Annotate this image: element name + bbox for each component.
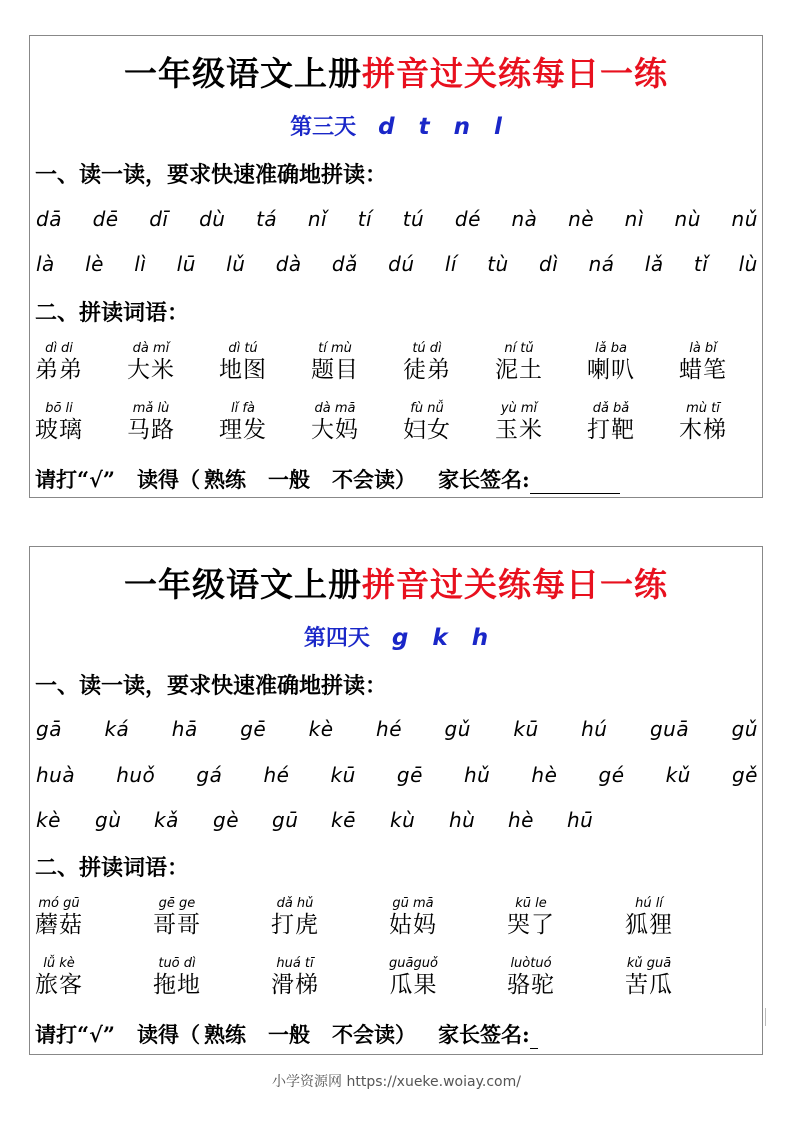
- word-hanzi: 瓜果: [389, 972, 438, 998]
- word-pinyin: dǎ bǎ: [592, 401, 630, 416]
- syllable: lū: [176, 252, 196, 276]
- syllable: nè: [568, 207, 595, 231]
- syllable: hā: [171, 717, 198, 741]
- word-pinyin: gū mā: [392, 896, 434, 911]
- signature-line[interactable]: [530, 473, 620, 494]
- syllable: gē: [240, 717, 267, 741]
- word-item: [403, 342, 451, 384]
- syllable: gé: [598, 763, 625, 787]
- word-pinyin: dì di: [45, 341, 73, 356]
- syllable: hé: [263, 763, 290, 787]
- day-label: 第三天: [290, 114, 357, 140]
- day-label: 第四天: [303, 625, 370, 651]
- word-item: [495, 402, 543, 444]
- word-pinyin: mó gū: [38, 896, 80, 911]
- syllable-row: [36, 761, 758, 789]
- syllable: hù: [449, 808, 476, 832]
- word-item: [389, 957, 438, 999]
- word-item: [625, 957, 673, 999]
- word-hanzi: 滑梯: [271, 972, 319, 998]
- word-item: [507, 957, 555, 999]
- syllable-row: [36, 205, 758, 233]
- syllable: nǐ: [307, 207, 328, 231]
- word-item: [35, 957, 83, 999]
- word-hanzi: 旅客: [35, 972, 83, 998]
- word-pinyin: gē ge: [158, 896, 196, 911]
- option-cannot: 不会读）: [331, 467, 416, 492]
- syllable: gū: [272, 808, 299, 832]
- worksheet-day3: [29, 35, 763, 498]
- word-pinyin: luòtuó: [510, 956, 552, 971]
- word-pinyin: mù tī: [686, 401, 720, 416]
- syllable: hè: [531, 763, 558, 787]
- syllable: hǔ: [463, 763, 491, 787]
- word-hanzi: 打虎: [271, 912, 319, 938]
- word-pinyin: kū le: [515, 896, 547, 911]
- word-hanzi: 哭了: [507, 912, 555, 938]
- word-pinyin: ní tǔ: [504, 341, 534, 356]
- syllable: tù: [487, 252, 509, 276]
- day-heading: [30, 110, 762, 141]
- syllable-row: [36, 715, 758, 743]
- word-item: [35, 342, 83, 384]
- word-hanzi: 泥土: [495, 357, 543, 383]
- word-hanzi: 妇女: [403, 417, 451, 443]
- word-hanzi: 苦瓜: [625, 972, 673, 998]
- syllable: dī: [149, 207, 169, 231]
- word-hanzi: 喇叭: [587, 357, 635, 383]
- word-item: [35, 897, 83, 939]
- parent-signature-label: 家长签名:: [437, 467, 530, 492]
- word-pinyin: là bǐ: [689, 341, 717, 356]
- word-pinyin: bō li: [45, 401, 73, 416]
- word-item: [389, 897, 437, 939]
- syllable: kǎ: [154, 808, 179, 832]
- syllable: tá: [256, 207, 278, 231]
- syllable: kū: [513, 717, 539, 741]
- syllable: lù: [738, 252, 758, 276]
- word-pinyin: tí mù: [318, 341, 352, 356]
- syllable: hé: [376, 717, 403, 741]
- word-pinyin: dì tú: [228, 341, 258, 356]
- syllable: gǔ: [731, 717, 758, 741]
- word-item: [587, 342, 635, 384]
- word-item: [507, 897, 555, 939]
- syllable: hú: [581, 717, 608, 741]
- option-fluent: 熟练: [203, 467, 246, 492]
- syllable: lí: [444, 252, 457, 276]
- parent-signature-label: 家长签名:: [437, 1022, 530, 1047]
- syllable: nà: [511, 207, 538, 231]
- title-black-part: 一年级语文上册: [124, 565, 362, 604]
- syllable: dù: [199, 207, 226, 231]
- syllable: lǎ: [644, 252, 664, 276]
- worksheet-day4: [29, 546, 763, 1055]
- word-item: [153, 957, 201, 999]
- word-hanzi: 徒弟: [403, 357, 451, 383]
- word-pinyin: hú lí: [635, 896, 663, 911]
- option-fluent: 熟练: [203, 1022, 246, 1047]
- site-footer[interactable]: 小学资源网 https://xueke.woiay.com/: [272, 1074, 521, 1090]
- syllable: kè: [36, 808, 61, 832]
- syllable: kǔ: [665, 763, 691, 787]
- section-read-heading: 一、读一读，要求快速准确地拼读：: [35, 162, 388, 188]
- word-hanzi: 蘑菇: [35, 912, 83, 938]
- syllable: gù: [95, 808, 122, 832]
- word-item: [495, 342, 543, 384]
- footer-mark: 请打“√”: [35, 467, 115, 492]
- word-pinyin: dà mā: [314, 401, 356, 416]
- word-item: [219, 402, 267, 444]
- syllable: dà: [275, 252, 302, 276]
- section-words-heading: 二、拼读词语：: [35, 855, 190, 881]
- word-pinyin: yù mǐ: [500, 401, 538, 416]
- footer-read: 读得（: [136, 467, 200, 492]
- syllable: huà: [36, 763, 76, 787]
- word-item: [625, 897, 673, 939]
- word-pinyin: guāguǒ: [389, 956, 438, 971]
- title-red-part: 拼音过关练每日一练: [362, 54, 668, 93]
- word-item: [271, 897, 319, 939]
- syllable: dē: [92, 207, 119, 231]
- word-item: [311, 402, 359, 444]
- syllable: lǔ: [226, 252, 246, 276]
- word-hanzi: 拖地: [153, 972, 201, 998]
- word-item: [271, 957, 319, 999]
- word-hanzi: 打靶: [587, 417, 635, 443]
- word-hanzi: 玉米: [495, 417, 543, 443]
- word-pinyin: dà mǐ: [132, 341, 170, 356]
- option-cannot: 不会读）: [331, 1022, 416, 1047]
- word-pinyin: tú dì: [412, 341, 442, 356]
- signature-line[interactable]: [530, 1028, 538, 1049]
- word-item: [219, 342, 267, 384]
- syllable: kū: [330, 763, 356, 787]
- syllable: nǔ: [731, 207, 758, 231]
- worksheet-title: [30, 48, 762, 95]
- footer-mark: 请打“√”: [35, 1022, 115, 1047]
- day-letters: d t n l: [378, 114, 502, 140]
- syllable: là: [36, 252, 55, 276]
- syllable: gē: [396, 763, 423, 787]
- word-item: [127, 402, 175, 444]
- word-pinyin: lǚ kè: [43, 956, 75, 971]
- word-hanzi: 大米: [127, 357, 175, 383]
- word-item: [127, 342, 175, 384]
- parent-footer: [35, 1019, 538, 1049]
- syllable: lì: [134, 252, 147, 276]
- syllable: nì: [624, 207, 644, 231]
- syllable-row: [36, 250, 758, 278]
- corner-mark: [759, 1008, 766, 1026]
- syllable: tú: [402, 207, 425, 231]
- syllable: kè: [308, 717, 334, 741]
- section-read-heading: 一、读一读，要求快速准确地拼读：: [35, 673, 388, 699]
- syllable: gǔ: [444, 717, 471, 741]
- word-pinyin: fù nǚ: [410, 401, 444, 416]
- syllable: tǐ: [693, 252, 709, 276]
- syllable: hū: [567, 808, 594, 832]
- word-hanzi: 姑妈: [389, 912, 437, 938]
- word-pinyin: lǎ ba: [595, 341, 627, 356]
- word-hanzi: 哥哥: [153, 912, 201, 938]
- syllable-row: [36, 806, 758, 834]
- word-hanzi: 地图: [219, 357, 267, 383]
- syllable: huǒ: [116, 763, 156, 787]
- word-hanzi: 玻璃: [35, 417, 83, 443]
- word-hanzi: 马路: [127, 417, 175, 443]
- syllable: lè: [85, 252, 104, 276]
- word-item: [311, 342, 359, 384]
- syllable: kù: [390, 808, 416, 832]
- word-item: [35, 402, 83, 444]
- worksheet-title: [30, 559, 762, 606]
- syllable: dú: [388, 252, 415, 276]
- word-hanzi: 木梯: [679, 417, 727, 443]
- word-hanzi: 弟弟: [35, 357, 83, 383]
- syllable: ká: [104, 717, 130, 741]
- word-item: [679, 342, 727, 384]
- syllable: dé: [454, 207, 481, 231]
- word-item: [403, 402, 451, 444]
- word-hanzi: 大妈: [311, 417, 359, 443]
- word-pinyin: mǎ lù: [132, 401, 170, 416]
- syllable: dā: [36, 207, 62, 231]
- word-hanzi: 狐狸: [625, 912, 673, 938]
- word-item: [587, 402, 635, 444]
- syllable: dì: [539, 252, 559, 276]
- syllable: hè: [508, 808, 534, 832]
- word-hanzi: 理发: [219, 417, 267, 443]
- title-black-part: 一年级语文上册: [124, 54, 362, 93]
- word-pinyin: lǐ fà: [231, 401, 255, 416]
- syllable: gá: [196, 763, 223, 787]
- syllable: nù: [674, 207, 701, 231]
- word-pinyin: huá tī: [276, 956, 314, 971]
- word-pinyin: dǎ hǔ: [276, 896, 314, 911]
- syllable: gě: [731, 763, 758, 787]
- syllable: kē: [331, 808, 356, 832]
- word-hanzi: 骆驼: [507, 972, 555, 998]
- syllable: ná: [588, 252, 615, 276]
- word-item: [679, 402, 727, 444]
- syllable: tí: [357, 207, 373, 231]
- option-normal: 一般: [267, 1022, 310, 1047]
- word-hanzi: 题目: [311, 357, 359, 383]
- option-normal: 一般: [267, 467, 310, 492]
- day-heading: [30, 621, 762, 652]
- title-red-part: 拼音过关练每日一练: [362, 565, 668, 604]
- syllable: dǎ: [331, 252, 358, 276]
- syllable: guā: [649, 717, 690, 741]
- syllable: gè: [213, 808, 239, 832]
- day-letters: g k h: [391, 625, 489, 651]
- parent-footer: [35, 464, 620, 494]
- word-pinyin: kǔ guā: [626, 956, 672, 971]
- footer-read: 读得（: [136, 1022, 200, 1047]
- word-item: [153, 897, 201, 939]
- word-hanzi: 蜡笔: [679, 357, 727, 383]
- section-words-heading: 二、拼读词语：: [35, 300, 190, 326]
- word-pinyin: tuō dì: [158, 956, 196, 971]
- syllable: gā: [36, 717, 62, 741]
